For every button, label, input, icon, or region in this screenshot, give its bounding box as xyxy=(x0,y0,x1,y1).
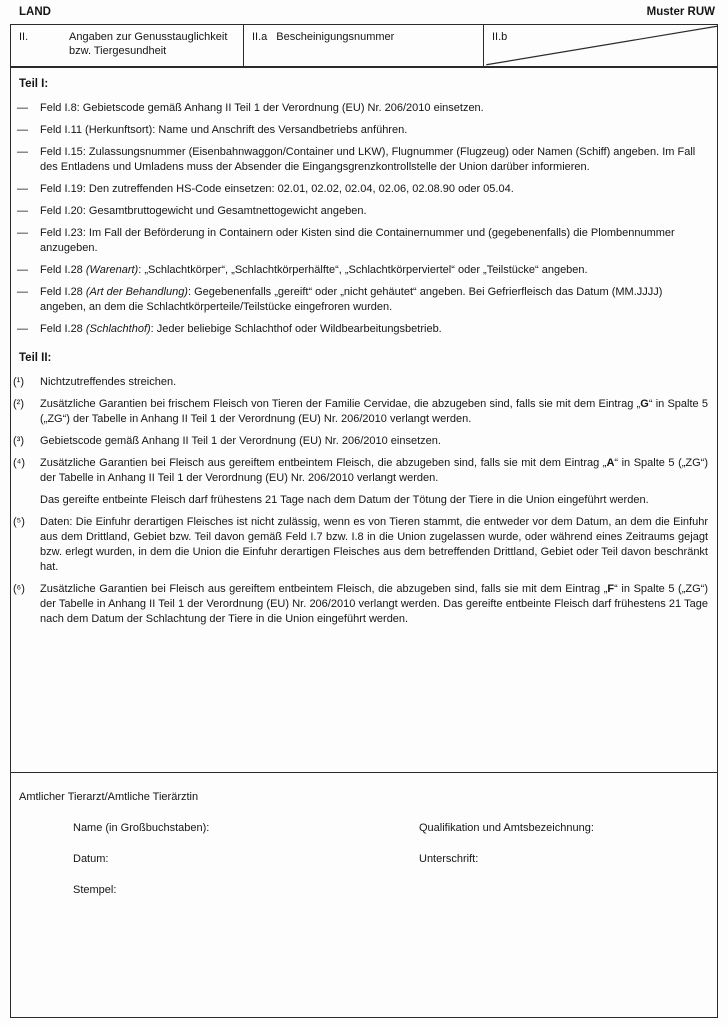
item-text: Feld I.20: Gesamtbruttogewicht und Gesamtnettogewicht angeben. xyxy=(40,205,367,217)
page-header xyxy=(19,5,715,19)
signature-label: Unterschrift: xyxy=(419,852,479,865)
item-text: Feld I.28 (Warenart): „Schlachtkörper“, „Schlachtkörperhälfte“, „Schlachtkörperviertel“ oder „Teilstücke“ angeben. xyxy=(40,264,588,276)
certificate-number-cell xyxy=(243,25,483,66)
veterinarian-heading: Amtlicher Tierarzt/Amtliche Tierärztin xyxy=(19,790,199,803)
item-text: Daten: Die Einfuhr derartigen Fleisches ist nicht zulässig, wenn es von Tieren stammt, die entweder vor dem Datum, an dem die Einfuhr aus dem Drittland, Gebiet bzw. Teil davon gemäß Feld I.7 bzw. I.8 in die Union zugelassen wurde, oder während eines Zeitraums gejagt bzw. erlegt wurden, in dem die Union die Einfuhr derartigen Fleisches aus dem betreffenden Drittland, Gebiet oder Teil davon beschränkt hat. xyxy=(40,516,708,573)
item-marker: (²) xyxy=(13,398,24,410)
model-label: Muster RUW xyxy=(646,6,715,18)
country-label: LAND xyxy=(19,6,51,18)
item-text: Gebietscode gemäß Anhang II Teil 1 der Verordnung (EU) Nr. 206/2010 einsetzen. xyxy=(40,435,441,447)
item-text: Feld I.28 (Art der Behandlung): Gegebenenfalls „gereift“ oder „nicht gehäutet“ angeben. Bei Gefrierfleisch das Datum (MM.JJJJ) angeben, an dem die Schlachtkörperteile/Teilstücke eingefroren wurden. xyxy=(40,286,663,313)
field-iib-number: II.b xyxy=(492,31,508,43)
teil1-item xyxy=(17,226,708,256)
teil1-list xyxy=(11,101,717,337)
diagonal-strike-line xyxy=(484,25,717,66)
qualification-label: Qualifikation und Amtsbezeichnung: xyxy=(419,821,594,834)
item-marker: (⁶) xyxy=(13,583,25,595)
section-ii-number: II. xyxy=(19,31,29,43)
teil1-item xyxy=(17,182,708,197)
notes-box xyxy=(10,67,718,1018)
item-text: Zusätzliche Garantien bei Fleisch aus gereiftem entbeintem Fleisch, die abzugeben sind, falls sie mit dem Eintrag „A“ in Spalte 5 („ZG“) der Tabelle in Anhang II Teil 1 der Verordnung (EU) Nr. 206/2010 verlangt werden. Das gereifte entbeinte Fleisch darf frühestens 21 Tage nach dem Datum der Tötung der Tiere in die Union eingeführt werden. xyxy=(40,457,708,506)
item-marker: (⁵) xyxy=(13,516,25,528)
teil1-item xyxy=(17,101,708,116)
sig-row-name xyxy=(19,821,707,836)
official-veterinarian-block xyxy=(11,772,717,1018)
item-text: Feld I.8: Gebietscode gemäß Anhang II Teil 1 der Verordnung (EU) Nr. 206/2010 einsetzen. xyxy=(40,102,484,114)
teil2-list xyxy=(11,375,717,627)
teil2-footnote xyxy=(13,456,708,508)
teil1-title: Teil I: xyxy=(19,78,49,90)
item-marker: — xyxy=(17,264,28,276)
item-marker: — xyxy=(17,227,28,239)
teil1-item xyxy=(17,263,708,278)
item-text: Zusätzliche Garantien bei Fleisch aus gereiftem entbeintem Fleisch, die abzugeben sind, falls sie mit dem Eintrag „F“ in Spalte 5 („ZG“) der Tabelle in Anhang II Teil 1 der Verordnung (EU) Nr. 206/2010 verlangt werden. Das gereifte entbeinte Fleisch darf frühestens 21 Tage nach dem Datum der Schlachtung der Tiere in die Union eingeführt werden. xyxy=(40,583,708,625)
item-marker: — xyxy=(17,124,28,136)
date-label: Datum: xyxy=(73,852,109,865)
item-marker: — xyxy=(17,286,28,298)
item-text: Feld I.23: Im Fall der Beförderung in Containern oder Kisten sind die Containernummer und (gegebenenfalls) die Plombennummer anzugeben. xyxy=(40,227,675,254)
item-marker: — xyxy=(17,102,28,114)
item-marker: (⁴) xyxy=(13,457,26,469)
item-text: Feld I.11 (Herkunftsort): Name und Anschrift des Versandbetriebs anführen. xyxy=(40,124,408,136)
certificate-number-label: Bescheinigungsnummer xyxy=(276,31,395,43)
teil2-footnote xyxy=(13,434,708,449)
item-text: Feld I.15: Zulassungsnummer (Eisenbahnwaggon/Container und LKW), Flugnummer (Flugzeug) oder Namen (Schiff) angeben. Im Fall des Entladens und Umladens muss der Absender die Eingangsgrenzkontrollstelle der Union darüber informieren. xyxy=(40,146,696,173)
item-marker: — xyxy=(17,146,28,158)
stamp-label: Stempel: xyxy=(73,883,117,896)
item-marker: — xyxy=(17,323,28,335)
certificate-number-field-number: II.a xyxy=(252,31,268,43)
name-label: Name (in Großbuchstaben): xyxy=(73,821,210,834)
section-ii-label: Angaben zur Genusstauglichkeit bzw. Tiergesundheit xyxy=(69,31,228,57)
teil2-footnote xyxy=(13,582,708,627)
item-text: Nichtzutreffendes streichen. xyxy=(40,376,177,388)
teil1-item xyxy=(17,145,708,175)
item-text: Feld I.28 (Schlachthof): Jeder beliebige Schlachthof oder Wildbearbeitungsbetrieb. xyxy=(40,323,442,335)
item-marker: — xyxy=(17,183,28,195)
teil2-footnote xyxy=(13,515,708,575)
teil2-title: Teil II: xyxy=(19,352,52,364)
item-text: Feld I.19: Den zutreffenden HS-Code einsetzen: 02.01, 02.02, 02.04, 02.06, 02.08.90 oder 05.04. xyxy=(40,183,514,195)
item-marker: (¹) xyxy=(13,376,24,388)
teil1-item xyxy=(17,123,708,138)
sig-row-date xyxy=(19,852,707,867)
teil2-footnote xyxy=(13,375,708,390)
field-iib-cell xyxy=(483,25,717,66)
sig-row-stamp xyxy=(19,883,707,898)
teil2-footnote xyxy=(13,397,708,427)
section-ii-cell xyxy=(11,25,243,66)
teil1-item xyxy=(17,204,708,219)
item-marker: (³) xyxy=(13,435,24,447)
certificate-id-table xyxy=(10,24,718,67)
teil1-item xyxy=(17,285,708,315)
item-text: Zusätzliche Garantien bei frischem Fleisch von Tieren der Familie Cervidae, die abzugeben sind, falls sie mit dem Eintrag „G“ in Spalte 5 („ZG“) der Tabelle in Anhang II Teil 1 der Verordnung (EU) Nr. 206/2010 verlangt werden. xyxy=(40,398,708,425)
teil1-item xyxy=(17,322,708,337)
item-marker: — xyxy=(17,205,28,217)
